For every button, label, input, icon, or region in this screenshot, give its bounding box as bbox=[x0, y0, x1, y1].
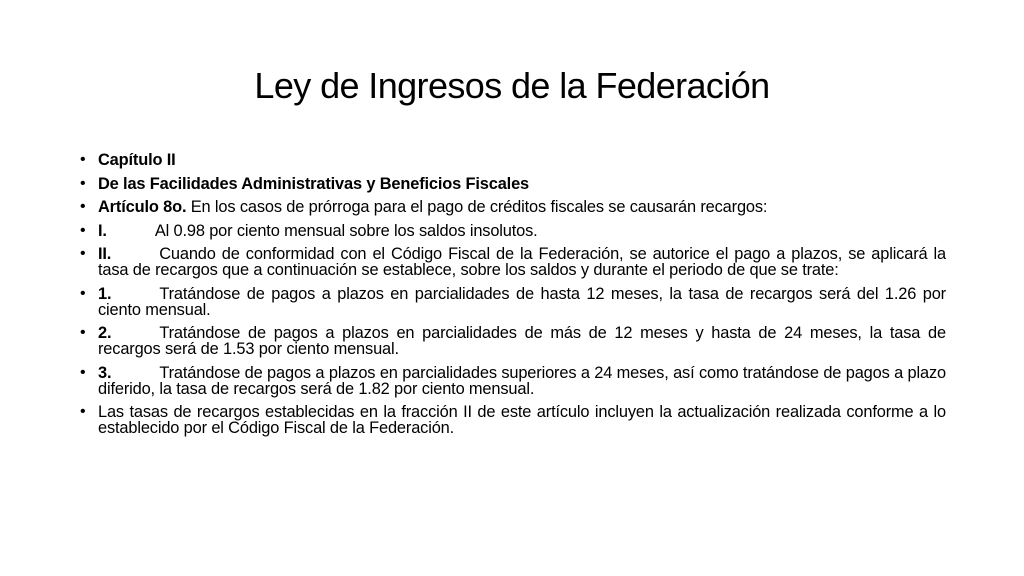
slide-title: Ley de Ingresos de la Federación bbox=[254, 65, 770, 106]
bullet-dot-icon: • bbox=[80, 198, 86, 215]
bullet-text: Tratándose de pagos a plazos en parcialidades de más de 12 meses y hasta de 24 meses, la tasa de recargos será de 1.53 por ciento mensual. bbox=[98, 324, 946, 358]
bullet-text: En los casos de prórroga para el pago de créditos fiscales se causarán recargos: bbox=[186, 198, 768, 216]
bullet-bold-label: De las Facilidades Administrativas y Beneficios Fiscales bbox=[98, 174, 530, 193]
bullet-item-fraction-ii bbox=[80, 246, 946, 278]
bullet-item-rate-3 bbox=[80, 365, 946, 397]
bullet-bold-label: II. bbox=[98, 245, 112, 263]
bullet-text: Las tasas de recargos establecidas en la fracción II de este artículo incluyen la actualización realizada conforme a lo establecido por el Código Fiscal de la Federación. bbox=[98, 403, 946, 437]
bullet-text: Tratándose de pagos a plazos en parcialidades superiores a 24 meses, así como tratándose de pagos a plazo diferido, la tasa de recargos será de 1.82 por ciento mensual. bbox=[98, 363, 946, 398]
bullet-dot-icon: • bbox=[80, 403, 86, 420]
bullet-dot-icon: • bbox=[80, 151, 86, 168]
bullet-dot-icon: • bbox=[80, 221, 86, 239]
bullet-bold-label: Capítulo II bbox=[98, 151, 176, 169]
bullet-list bbox=[80, 152, 946, 444]
bullet-bold-label: 3. bbox=[98, 363, 112, 382]
bullet-dot-icon: • bbox=[80, 245, 86, 262]
bullet-bold-label: 1. bbox=[98, 284, 112, 303]
bullet-text: Cuando de conformidad con el Código Fiscal de la Federación, se autorice el pago a plazos, se aplicará la tasa de recargos que a continuación se establece, sobre los saldos y durante el periodo de que se trate: bbox=[98, 245, 946, 279]
bullet-dot-icon: • bbox=[80, 174, 86, 192]
bullet-bold-label: 2. bbox=[98, 324, 112, 342]
bullet-item-chapter bbox=[80, 152, 946, 168]
bullet-item-note bbox=[80, 404, 946, 436]
bullet-item-article bbox=[80, 199, 946, 215]
bullet-text: Al 0.98 por ciento mensual sobre los saldos insolutos. bbox=[154, 221, 538, 240]
bullet-item-rate-1 bbox=[80, 286, 946, 318]
bullet-text: Tratándose de pagos a plazos en parcialidades de hasta 12 meses, la tasa de recargos será del 1.26 por ciento mensual. bbox=[98, 284, 946, 319]
bullet-dot-icon: • bbox=[80, 363, 86, 381]
bullet-bold-label: Artículo 8o. bbox=[98, 198, 187, 216]
bullet-dot-icon: • bbox=[80, 284, 86, 302]
bullet-item-rate-2 bbox=[80, 325, 946, 357]
bullet-bold-label: I. bbox=[98, 221, 107, 240]
bullet-item-fraction-i bbox=[80, 223, 946, 239]
bullet-item-section bbox=[80, 176, 946, 192]
bullet-dot-icon: • bbox=[80, 324, 86, 341]
